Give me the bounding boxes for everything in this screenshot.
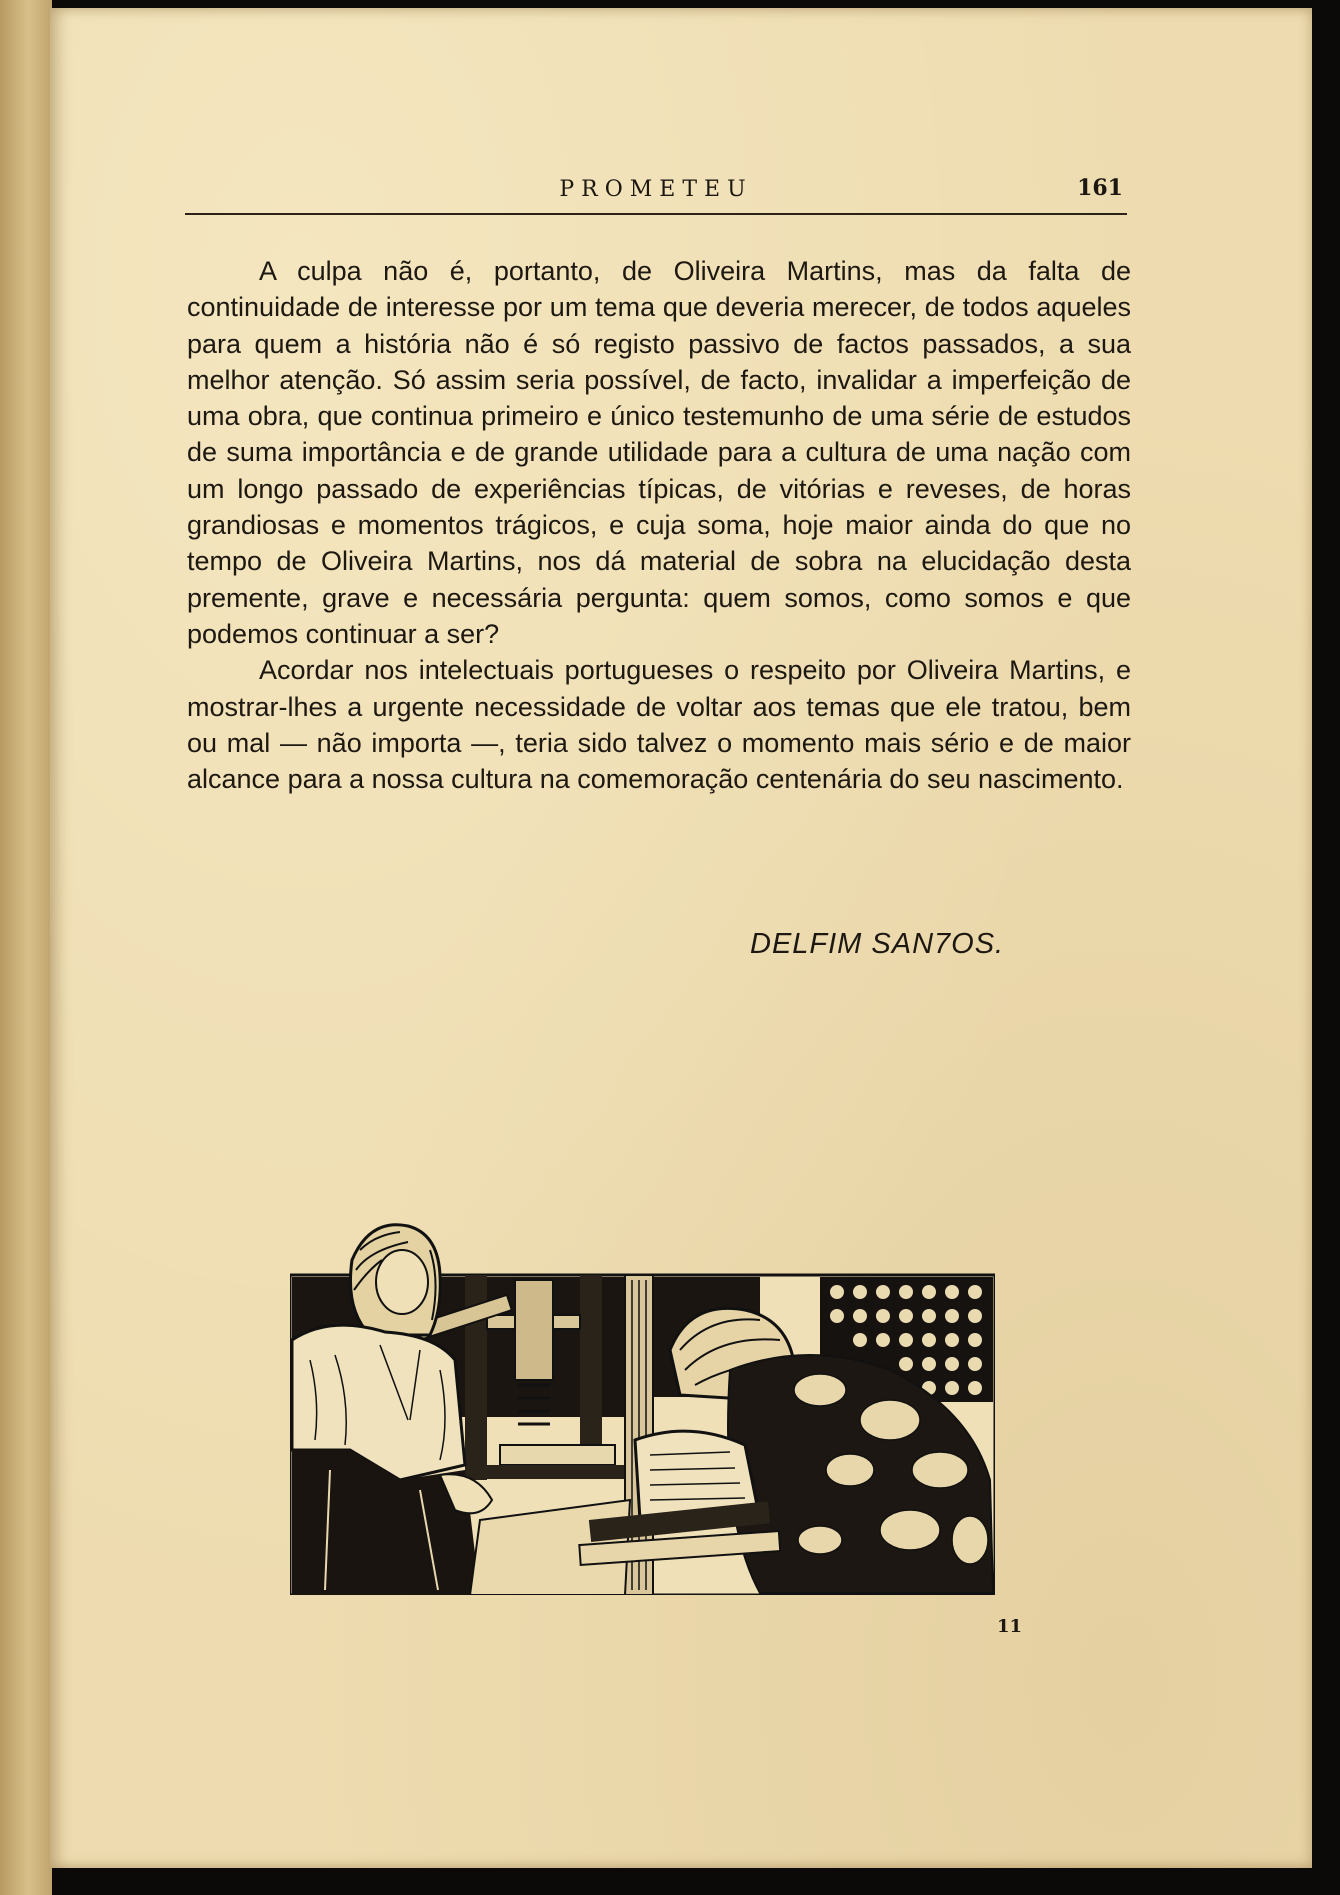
author-signature: DELFIM SAN7OS. bbox=[750, 928, 1005, 960]
previous-page-edge bbox=[0, 0, 52, 1895]
paragraph: Acordar nos intelectuais portugueses o respeito por Oliveira Martins, e mostrar-lhes a urgente necessidade de voltar aos temas que ele tratou, bem ou mal — não importa —, teria sido talvez o momento mais sério e de maior alcance para a nossa cultura na comemoração centenária do seu nascimento. bbox=[187, 655, 1131, 795]
running-title: PROMETEU bbox=[559, 177, 753, 202]
page-number: 161 bbox=[1077, 175, 1123, 201]
book-page bbox=[50, 8, 1312, 1868]
signature-mark: 11 bbox=[997, 1616, 1023, 1637]
paragraph: A culpa não é, portanto, de Oliveira Martins, mas da falta de continuidade de interesse por um tema que deveria merecer, de todos aqueles para quem a história não é só registo passivo de factos passados, a sua melhor atenção. Só assim seria possível, de facto, invalidar a imperfeição de uma obra, que continua primeiro e único testemunho de uma série de estudos de suma importância e de grande utilidade para a cultura de uma nação com um longo passado de experiências típicas, de vitórias e reveses, de horas grandiosas e momentos trágicos, e cuja soma, hoje maior ainda do que no tempo de Oliveira Martins, nos dá material de sobra na elucidação desta premente, grave e necessária pergunta: quem somos, como somos e que podemos continuar a ser? bbox=[187, 256, 1131, 649]
running-header bbox=[185, 173, 1127, 215]
engraving-image bbox=[290, 1220, 995, 1595]
printing-press-engraving bbox=[290, 1220, 995, 1595]
article-body bbox=[187, 253, 1131, 797]
